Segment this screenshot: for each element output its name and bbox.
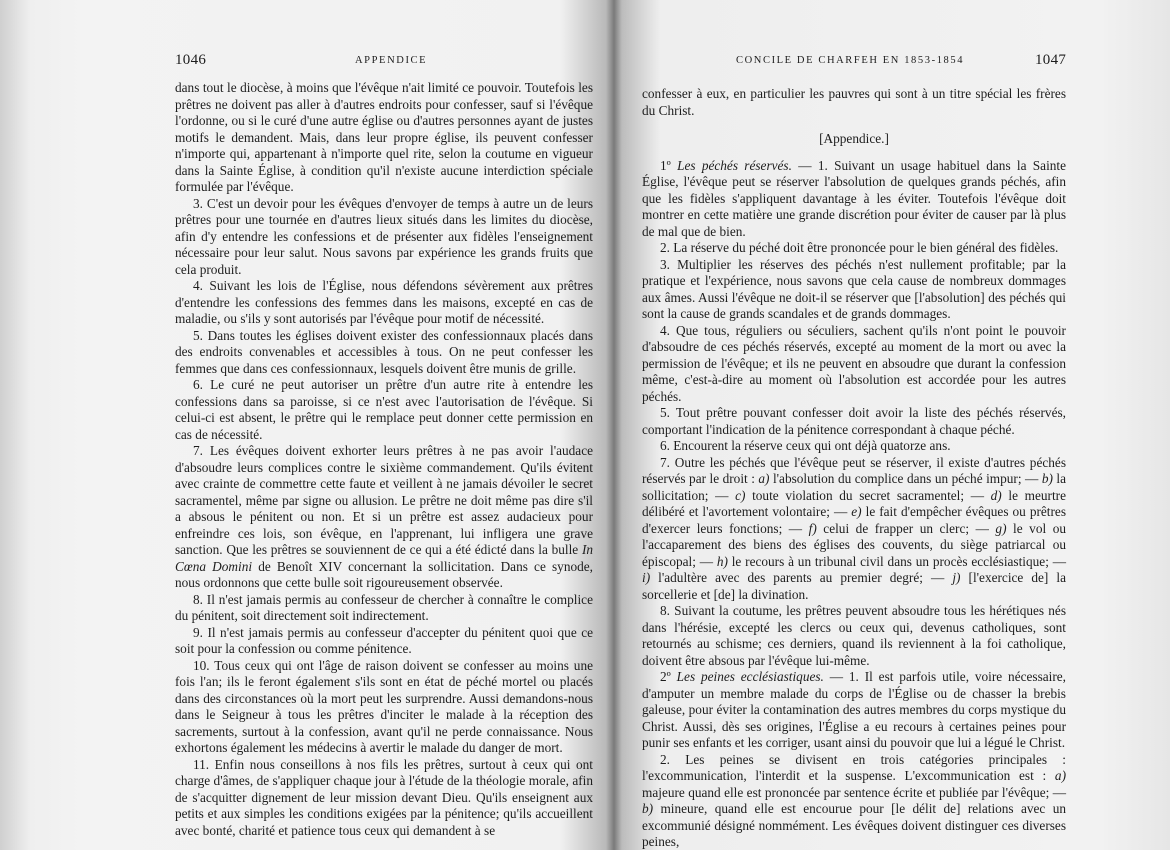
left-body-text (175, 80, 593, 839)
text-segment: celui de frapper un clerc; — (816, 520, 996, 536)
section-1 (642, 158, 1066, 241)
text-segment: le meurtre délibéré et l'avortement volontaire; — (642, 487, 1066, 519)
text-segment: le fait d'empêcher évêques ou prêtres d'exercer leurs fonctions; — (642, 504, 1066, 536)
paragraph: confesser à eux, en particulier les pauvres qui sont à un titre spécial les frères du Christ. (642, 86, 1066, 118)
section-2-number: 2º (660, 669, 671, 684)
list-letter: d) (990, 487, 1002, 503)
list-letter: g) (995, 520, 1007, 536)
section-2-text: — 1. Il est parfois utile, voire nécessaire, d'amputer un membre malade du corps de l'Église ou de chasser la brebis galeuse, pour éviter la contamination des autres membres du corps mystique du Christ. Aussi, dès ses origines, l'Église a eu recours à certaines peines pour punir ses enfants et les corriger, usant ainsi du pouvoir que lui a légué le Christ. (642, 669, 1067, 750)
left-running-head: APPENDICE (355, 55, 428, 66)
list-letter: e) (851, 504, 862, 519)
paragraph: 4. Que tous, réguliers ou séculiers, sachent qu'ils n'ont point le pouvoir d'absoudre de ces péchés réservés, excepté au moment de la mort ou avec la permission de l'évêque; et ils ne peuvent en absoudre que durant la confession même, c'est-à-dire au moment où l'absolution est accordée pour les autres péchés. (642, 322, 1066, 404)
text-segment: la sollicitation; — (642, 471, 1066, 503)
text-segment: mineure, quand elle est encourue pour [le délit de] relations avec un excommunié désigné nommément. Les évêques doivent distinguer ces diverses peines, (642, 801, 1066, 849)
text-segment: le vol ou l'accaparement des biens des églises des couvents, du siège patriarcal ou épiscopal; — (642, 520, 1066, 569)
text-segment: l'absolution du complice dans un péché impur; — (769, 471, 1042, 486)
list-letter: h) (716, 553, 728, 569)
list-letter: a) (1054, 768, 1066, 783)
list-letter: a) (758, 471, 770, 486)
paragraph: 11. Enfin nous conseillons à nos fils les prêtres, surtout à ceux qui ont charge d'âmes, de s'appliquer chaque jour à l'étude de la théologie morale, afin de s'acquitter dignement de leur mission devant Dieu. Qu'ils enseignent aux petits et aux simples les conditions exigées par la pénitence; qu'ils accueillent avec bonté, charité et patience tous ceux qui demandent à se (175, 756, 593, 838)
paragraph: 5. Tout prêtre pouvant confesser doit avoir la liste des péchés réservés, comportant l'indication de la pénitence correspondant à chaque péché. (642, 405, 1066, 437)
list-letter: f) (808, 520, 817, 536)
text-segment: l'adultère avec des parents au premier degré; — (650, 570, 953, 585)
paragraph-7-main: 7. Les évêques doivent exhorter leurs prêtres à ne pas avoir l'audace d'absoudre leurs complices contre le sixième commandement. Qu'ils évitent avec crainte de commettre cette faute et veillent à ne jamais dévoiler le secret sacramentel, même par signe ou allusion. Le prêtre ne doit même pas dire s'il a absous le pénitent ou non. Et si un prêtre est assez audacieux pour enfreindre ces lois, son évêque, en l'apprenant, lui infligera une grave sanction. Que les prêtres se souviennent de ce qui a été édicté dans la bulle (175, 443, 593, 557)
text-segment: majeure quand elle est prononcée par sentence écrite et publiée par l'évêque; — (642, 784, 1066, 800)
paragraph: 10. Tous ceux qui ont l'âge de raison doivent se confesser au moins une fois l'an; ils le feront également s'ils sont en état de péché mortel ou placés dans des circonstances où la mort peut les surprendre. Aussi demandons-nous dans le Seigneur à tous les prêtres d'inciter le malade à la réception des sacrements, surtout à la confession, avant qu'il ne perde connaissance. Nous exhortons également les médecins à avertir le malade du danger de mort. (175, 657, 593, 755)
list-letter: i) (642, 570, 651, 585)
text-segment: [l'exercice de] la sorcellerie et [de] la divination. (642, 570, 1066, 602)
paragraph: 4. Suivant les lois de l'Église, nous défendons sévèrement aux prêtres d'entendre les confessions des femmes dans les maisons, excepté en cas de maladie, ou s'ils y sont autorisés par l'évêque pour motif de nécessité. (175, 278, 593, 326)
right-running-head: CONCILE DE CHARFEH EN 1853-1854 (736, 55, 965, 66)
paragraph: 2. La réserve du péché doit être prononcée pour le bien général des fidèles. (660, 240, 1059, 255)
text-segment: 2. Les peines se divisent en trois catégories principales : l'excommunication, l'interdit et la suspense. L'excommunication est : (642, 751, 1066, 783)
section-2-title: Les peines ecclésiastiques. (676, 669, 824, 684)
paragraph: 8. Il n'est jamais permis au confesseur de chercher à connaître le complice du pénitent, soit directement soit indirectement. (175, 591, 593, 623)
left-page-number: 1046 (175, 52, 207, 68)
bull-title: In Cœna Domini (175, 542, 594, 574)
list-letter: j) (952, 570, 961, 585)
list-letter: c) (735, 487, 746, 503)
section-2 (642, 669, 1066, 752)
paragraph-7 (175, 443, 593, 592)
text-segment: 7. Outre les péchés que l'évêque peut se réserver, il existe d'autres péchés réservés par le droit : (642, 454, 1066, 486)
paragraph: 6. Encourent la réserve ceux qui ont déjà quatorze ans. (660, 438, 951, 453)
section-heading: [Appendice.] (819, 131, 889, 146)
text-segment: le recours à un tribunal civil dans un procès ecclésiastique; — (727, 553, 1066, 569)
paragraph: 9. Il n'est jamais permis au confesseur d'accepter du pénitent quoi que ce soit pour la confession ou comme pénitence. (175, 624, 593, 656)
section-1-text: — 1. Suivant un usage habituel dans la Sainte Église, l'évêque peut se réserver l'absolution de quelques grands péchés, afin que les fidèles s'appliquent davantage à les éviter. Toutefois l'évêque doit montrer en cette matière une grande discrétion pour éviter de causer par là plus de mal que de bien. (642, 157, 1067, 239)
paragraph: 8. Suivant la coutume, les prêtres peuvent absoudre tous les hérétiques nés dans l'hérésie, excepté les clercs ou ceux qui, devenus catholiques, sont retournés au schisme; ces derniers, quand ils reviennent à la foi catholique, doivent être absous par l'évêque lui-même. (642, 603, 1066, 668)
paragraph-7-rest: de Benoît XIV concernant la sollicitation. Dans ce synode, nous ordonnons que cette bulle soit rigoureusement observée. (175, 558, 593, 590)
section-1-title: Les péchés réservés. (677, 157, 792, 173)
right-page-number: 1047 (1035, 52, 1067, 68)
paragraph: 5. Dans toutes les églises doivent exister des confessionnaux placés dans des endroits convenables et accessibles à tous. On ne peut confesser les femmes que dans ces confessionnaux, lesquels doivent être munis de grille. (175, 327, 593, 376)
paragraph-2 (642, 752, 1066, 850)
right-body-text (642, 86, 1066, 850)
paragraph: 3. Multiplier les réserves des péchés n'est nullement profitable; par la pratique et l'expérience, nous savons que cela cause de nombreux dommages aux âmes. Aussi l'évêque ne doit-il se réserver que [l'absolution] des péchés qui sont la cause de grands scandales et de grands dommages. (642, 256, 1066, 321)
paragraph: 6. Le curé ne peut autoriser un prêtre d'un autre rite à entendre les confessions dans sa paroisse, si ce n'est avec l'autorisation de l'évêque. Si celui-ci est absent, le prêtre qui le remplace peut donner cette permission en cas de nécessité. (175, 377, 593, 442)
text-segment: toute violation du secret sacramentel; — (745, 487, 991, 503)
list-letter: b) (1041, 471, 1053, 486)
right-page (614, 0, 1170, 850)
paragraph-7 (642, 455, 1066, 604)
paragraph: dans tout le diocèse, à moins que l'évêque n'ait limité ce pouvoir. Toutefois les prêtres ne doivent pas aller à d'autres endroits pour confesser, sauf si l'évêque l'ordonne, ou si le curé d'une autre église ou d'autres personnes ayant de justes motifs le demandent. Mais, dans leur propre église, ils peuvent confesser n'importe qui, appartenant à n'importe quel rite, selon la coutume en vigueur dans la Sainte Église, à condition qu'il n'existe aucune interdiction spéciale formulée par l'évêque. (175, 80, 593, 194)
section-1-number: 1º (660, 157, 671, 173)
paragraph: 3. C'est un devoir pour les évêques d'envoyer de temps à autre un de leurs prêtres pour une tournée en d'autres lieux situés dans les limites du diocèse, afin d'y entendre les confessions et de présenter aux fidèles l'enseignement nécessaire pour leur salut. Nous savons par expérience les grands fruits que cela produit. (175, 195, 593, 277)
list-letter: b) (642, 801, 654, 816)
